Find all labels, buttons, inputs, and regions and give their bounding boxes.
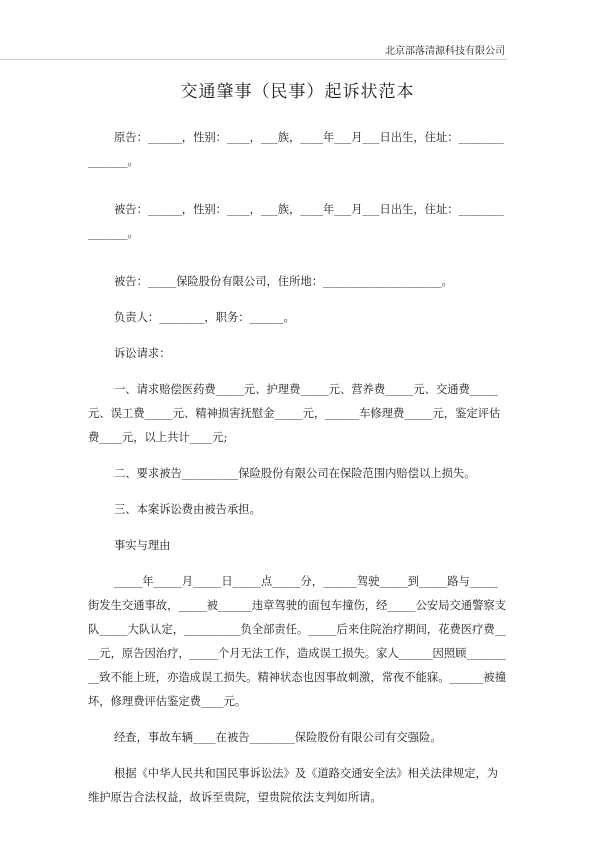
defendant-insurer-paragraph: 被告：_____保险股份有限公司，住所地：_____________________。 bbox=[114, 275, 453, 288]
defendant-paragraph: 被告：______，性别：____，___族，____年___月___日出生，住址：_______________。 bbox=[88, 203, 504, 240]
claim-item-1: 一、请求赔偿医药费_____元、护理费_____元、营养费_____元、交通费_____元、误工费_____元、精神损害抚慰金_____元，______车修理费_____元，鉴定评估费____元，以上共计____元; bbox=[88, 383, 501, 444]
responsible-person-paragraph: 负责人：________，职务：______。 bbox=[114, 311, 295, 324]
header-divider bbox=[0, 59, 507, 60]
insurance-paragraph: 经查，事故车辆____在被告________保险股份有限公司有交强险。 bbox=[114, 731, 442, 744]
claim-item-3: 三、本案诉讼费由被告承担。 bbox=[114, 503, 261, 516]
legal-basis-paragraph: 根据《中华人民共和国民事诉讼法》及《道路交通安全法》相关法律规定，为维护原告合法权益，故诉至贵院，望贵院依法支判如所请。 bbox=[88, 767, 499, 804]
facts-heading: 事实与理由 bbox=[114, 539, 171, 552]
claim-item-2: 二、要求被告__________保险股份有限公司在保险范围内赔偿以上损失。 bbox=[114, 467, 476, 480]
plaintiff-paragraph: 原告：______，性别：____，___族，____年___月___日出生，住址：_______________。 bbox=[88, 131, 504, 168]
company-name: 北京部落清源科技有限公司 bbox=[385, 46, 505, 57]
facts-paragraph: _____年_____月_____日_____点_____分，______驾驶_____到_____路与_____街发生交通事故，_____被______违章驾驶的面包车撞伤，经_____公安局交通警察支队_____大队认定，__________负全部责任。_____后来住院治疗期间，花费医疗费____元，原告因治疗，_____个月无法工作，造成误工损失。家人______因照顾_________致不能上班，亦造成误工损失。精神状态也因事故刺激，常夜不能寐。______被撞坏，修理费评估鉴定费____元。 bbox=[88, 575, 506, 708]
claims-heading: 诉讼请求： bbox=[114, 347, 171, 360]
document-body bbox=[88, 126, 506, 810]
document-title: 交通肇事（民事）起诉状范本 bbox=[180, 82, 415, 102]
